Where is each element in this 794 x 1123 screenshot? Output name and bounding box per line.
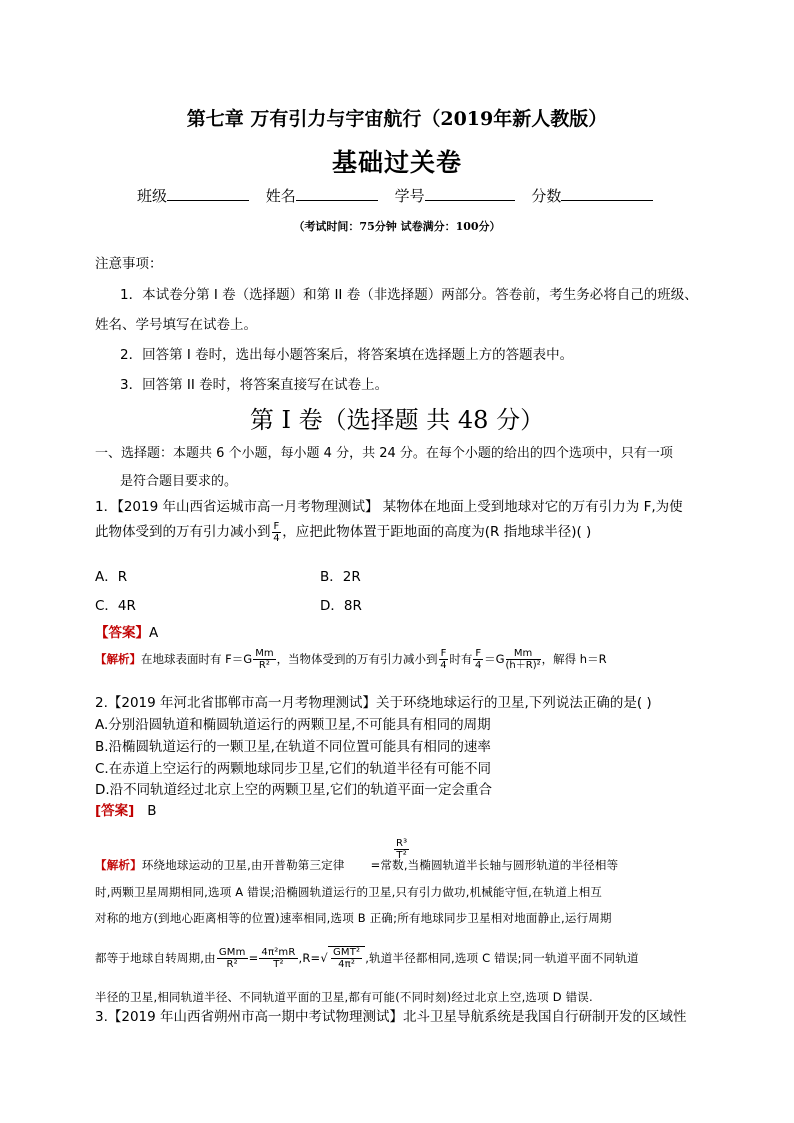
fraction [253, 648, 275, 671]
equals-sign: = [248, 951, 259, 965]
q1-analysis [95, 648, 607, 671]
notice-item: 3．回答第 II 卷时，将答案直接写在试卷上。 [120, 377, 389, 393]
frac-den: T² [273, 959, 284, 970]
sqrt-radicand [328, 946, 365, 970]
analysis-text: 都等于地球自转周期,由 [95, 951, 216, 965]
frac-den: R² [226, 959, 238, 970]
student-info-fields [137, 185, 665, 206]
analysis-text: 时有 [449, 652, 473, 666]
fraction [506, 648, 541, 671]
answer-label: 【答案】 [95, 625, 149, 641]
q1-text-b: ，应把此物体置于距地面的高度为(R 指地球半径)( ) [282, 524, 592, 540]
analysis-text: ＝G [484, 652, 505, 666]
fraction [259, 947, 297, 970]
fraction [331, 947, 362, 970]
analysis-text: ,R= [298, 951, 321, 965]
q1-text-a: 此物体受到的万有引力减小到 [95, 524, 271, 540]
class-label: 班级 [137, 187, 168, 205]
frac-den: 4 [475, 660, 482, 671]
q2-analysis-line: 都等于地球自转周期,由 $\frac{\text{GMm}}{\text{R²}}$ = $\frac{\text{4π²mR}}{\text{T²}}$ ,R=√ $\frac{\text{GMT²}}{\text{4π²}}$ ,轨道半径都相同,选项 C 错误;同一轨道平面不同轨道 [95, 947, 639, 970]
q2-option-c[interactable]: C.在赤道上空运行的两颗地球同步卫星,它们的轨道半径有可能不同 [95, 761, 492, 777]
frac-num: 4π²mR [261, 947, 296, 958]
section-instruction: 是符合题目要求的。 [120, 474, 238, 489]
question-1-stem: 1．【2019 年山西省运城市高一月考物理测试】 某物体在地面上受到地球对它的万有引力为 F,为使 [95, 499, 683, 515]
notice-item: 1．本试卷分第 I 卷（选择题）和第 II 卷（非选择题）两部分。答卷前，考生务必将自己的班级、 [120, 287, 698, 303]
analysis-label: 【解析】 [95, 858, 142, 872]
analysis-text: 在地球表面时有 F＝G [141, 652, 253, 666]
analysis-text: ，当物体受到的万有引力减小到 [276, 652, 438, 666]
name-blank[interactable] [296, 186, 378, 201]
frac-num: GMm [218, 947, 246, 958]
option-b[interactable]: B．2R [320, 569, 361, 585]
option-a[interactable]: A．R [95, 569, 128, 585]
frac-den: 4 [440, 660, 447, 671]
q2-option-b[interactable]: B.沿椭圆轨道运行的一颗卫星,在轨道不同位置可能具有相同的速率 [95, 739, 491, 755]
question-2-stem: 2.【2019 年河北省邯郸市高一月考物理测试】关于环绕地球运行的卫星,下列说法正确的是( ) [95, 695, 652, 711]
notice-item: 2．回答第 I 卷时，选出每小题答案后，将答案填在选择题上方的答题表中。 [120, 347, 574, 363]
score-label: 分数 [531, 187, 562, 205]
answer-value: A [149, 625, 159, 641]
q2-analysis-line: 对称的地方(到地心距离相等的位置)速率相同,选项 B 正确;所有地球同步卫星相对地面静止,运行周期 [95, 911, 612, 925]
name-label: 姓名 [265, 187, 296, 205]
student-id-label: 学号 [394, 187, 425, 205]
frac-den: 4π² [338, 959, 356, 970]
class-blank[interactable] [167, 186, 249, 201]
frac-num: Mm [255, 648, 274, 659]
question-3-stem: 3.【2019 年山西省朔州市高一期中考试物理测试】北斗卫星导航系统是我国自行研制开发的区域性 [95, 1009, 687, 1025]
answer-value: B [147, 803, 157, 819]
q2-option-a[interactable]: A.分别沿圆轨道和椭圆轨道运行的两颗卫星,不可能具有相同的周期 [95, 717, 491, 733]
analysis-text: 环绕地球运动的卫星,由开普勒第三定律 [141, 858, 345, 872]
fraction-f-over-4 [272, 521, 282, 544]
score-blank[interactable] [561, 186, 653, 201]
frac-num: F [475, 648, 482, 659]
fraction [217, 947, 248, 970]
fraction [439, 648, 449, 671]
frac-num: GMT² [332, 947, 361, 958]
q2-option-d[interactable]: D.沿不同轨道经过北京上空的两颗卫星,它们的轨道平面一定会重合 [95, 782, 492, 798]
q1-answer [95, 621, 158, 641]
frac-den: T² [396, 850, 407, 861]
frac-num: R³ [396, 838, 408, 849]
option-d[interactable]: D．8R [320, 598, 362, 614]
page-title: 第七章 万有引力与宇宙航行（2019年新人教版） [186, 108, 608, 130]
q2-analysis-line [95, 857, 618, 873]
frac-den: (h＋R)² [505, 660, 541, 671]
frac-num: F [273, 520, 280, 532]
option-c[interactable]: C．4R [95, 598, 136, 614]
part-one-heading: 第 I 卷（选择题 共 48 分） [249, 406, 545, 434]
frac-den: 4 [273, 532, 280, 544]
student-id-blank[interactable] [425, 186, 515, 201]
frac-num: Mm [506, 648, 541, 660]
analysis-text: ，解得 h＝R [541, 652, 607, 666]
q2-analysis-line: 时,两颗卫星周期相同,选项 A 错误;沿椭圆轨道运行的卫星,只有引力做功,机械能守恒,在轨道上相互 [95, 885, 603, 899]
analysis-label: 【解析】 [95, 652, 141, 666]
section-instruction: 一、选择题：本题共 6 个小题，每小题 4 分，共 24 分。在每个小题的给出的四个选项中，只有一项 [95, 446, 673, 461]
notice-item: 姓名、学号填写在试卷上。 [95, 317, 257, 333]
frac-den: R² [258, 660, 270, 671]
analysis-text: ,轨道半径都相同,选项 C 错误;同一轨道平面不同轨道 [365, 951, 639, 965]
notice-heading: 注意事项： [95, 256, 163, 272]
q2-answer [95, 799, 156, 819]
page-subtitle: 基础过关卷 [331, 148, 462, 177]
fraction [473, 648, 483, 671]
answer-label: [答案] [95, 803, 135, 819]
question-1-stem-cont [95, 520, 591, 544]
analysis-text: =常数,当椭圆轨道半长轴与圆形轨道的半径相等 [370, 858, 619, 872]
exam-info: （考试时间：75分钟 试卷满分：100分） [293, 220, 501, 233]
q2-analysis-line: 半径的卫星,相同轨道半径、不同轨道平面的卫星,都有可能(不同时刻)经过北京上空,选项 D 错误. [95, 990, 593, 1004]
frac-num: F [440, 648, 447, 659]
